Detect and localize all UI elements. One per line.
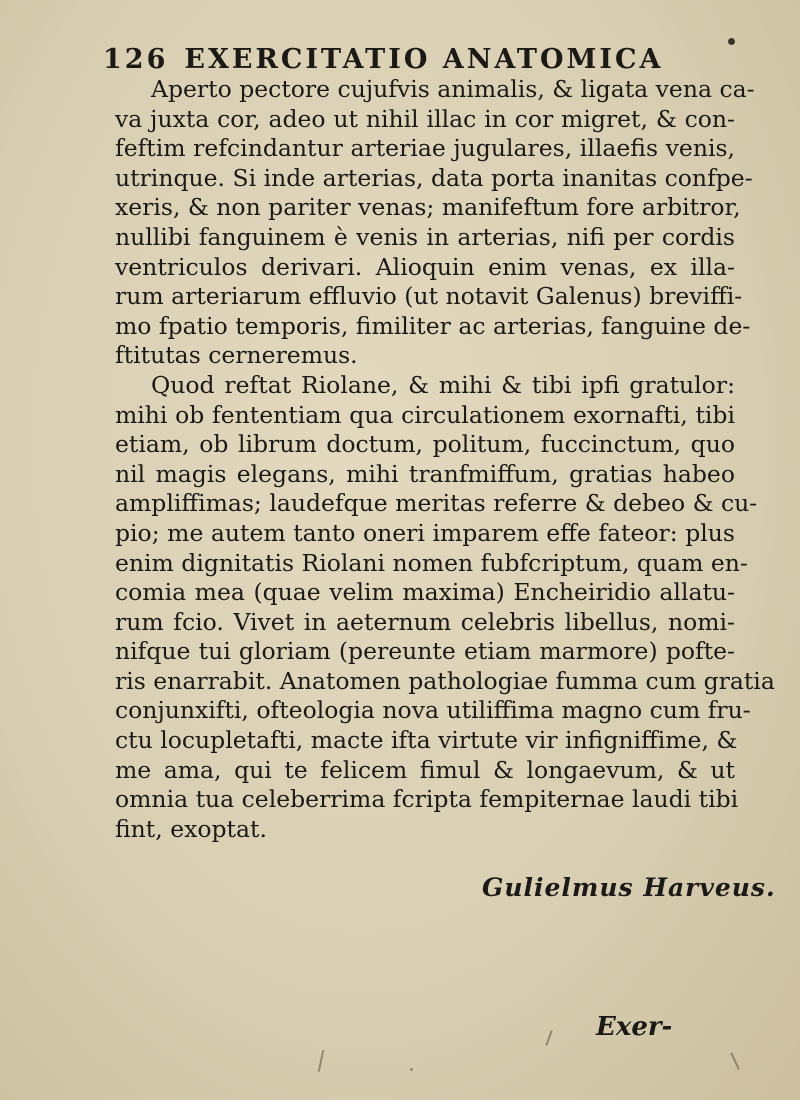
paper-speck [318,1050,325,1072]
signature: Gulielmus Harveus. [482,873,776,902]
text-line: ctu locupletafti, macte ifta virtute vir infigniffime, & [115,726,738,755]
text-line: ventriculos derivari. Alioquin enim venas, ex illa- [115,252,735,281]
text-line: ftitutas cerneremus. [115,341,358,370]
text-line: comia mea (quae velim maxima) Encheiridio allatu- [115,578,735,607]
text-line: ris enarrabit. Anatomen pathologiae fumma cum gratia [115,666,775,695]
paper-speck [410,1068,413,1071]
paper-speck [730,1052,739,1069]
page-header [103,40,723,80]
text-line: pio; me autem tanto oneri imparem effe fateor: plus [115,518,735,547]
text-line: nifque tui gloriam (pereunte etiam marmore) pofte- [115,637,735,666]
text-line: conjunxifti, ofteologia nova utiliffima magno cum fru- [115,696,751,725]
text-line: fint, exoptat. [115,814,267,843]
text-line: Quod reftat Riolane, & mihi & tibi ipfi gratulor: [151,370,735,399]
text-line: etiam, ob librum doctum, politum, fuccinctum, quo [115,430,735,459]
text-line: mo fpatio temporis, fimiliter ac arterias, fanguine de- [115,311,751,340]
body-text [115,75,775,844]
text-line: utrinque. Si inde arterias, data porta inanitas confpe- [115,163,753,192]
text-line: Aperto pectore cujufvis animalis, & ligata vena ca- [151,75,755,103]
running-title: EXERCITATIO ANATOMICA [184,44,664,75]
text-line: feftim refcindantur arteriae jugulares, illaefis venis, [115,134,735,163]
paper-speck [545,1030,552,1046]
text-line: mihi ob fententiam qua circulationem exornafti, tibi [115,400,735,429]
text-line: enim dignitatis Riolani nomen fubfcriptum, quam en- [115,548,748,577]
text-line: nullibi fanguinem è venis in arterias, nifi per cordis [115,222,735,251]
text-line: rum arteriarum effluvio (ut notavit Galenus) breviffi- [115,282,743,311]
text-line: nil magis elegans, mihi tranfmiffum, gratias habeo [115,459,735,488]
text-line: omnia tua celeberrima fcripta fempiternae laudi tibi [115,785,739,814]
text-line: xeris, & non pariter venas; manifeftum fore arbitror, [115,193,741,222]
text-line: ampliffimas; laudefque meritas referre & debeo & cu- [115,489,758,518]
page-number: 126 [103,44,169,75]
text-line: me ama, qui te felicem fimul & longaevum, & ut [115,755,735,784]
text-line: va juxta cor, adeo ut nihil illac in cor migret, & con- [115,104,735,133]
text-line: rum fcio. Vivet in aeternum celebris libellus, nomi- [115,607,735,636]
catchword: Exer- [596,1012,673,1042]
ink-dot [728,38,735,45]
